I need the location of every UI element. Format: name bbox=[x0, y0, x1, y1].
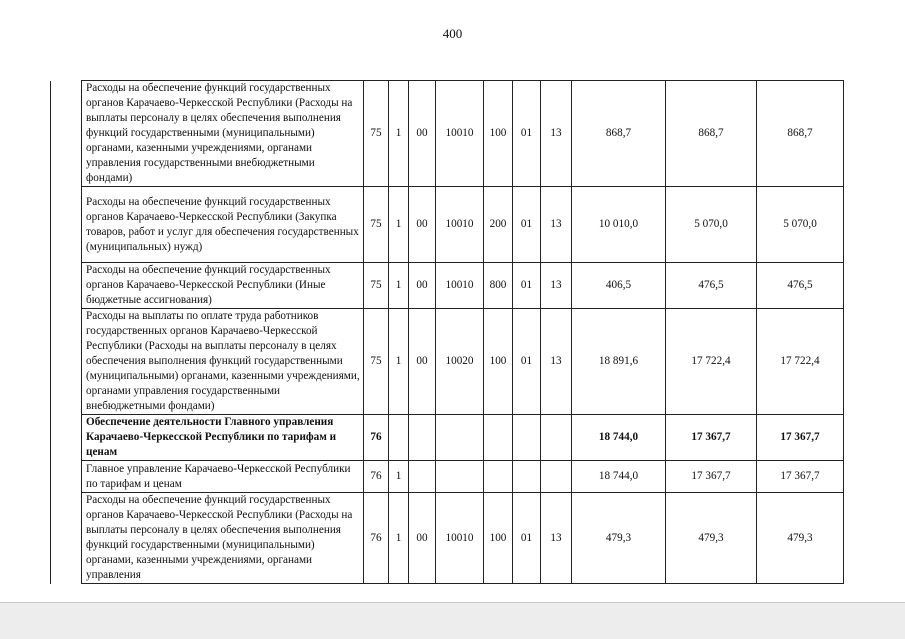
table-row bbox=[51, 493, 844, 584]
blank-cell bbox=[51, 187, 82, 263]
code-program: 1 bbox=[389, 493, 409, 584]
code-section: 01 bbox=[513, 309, 541, 415]
amount-3: 5 070,0 bbox=[757, 187, 844, 263]
code-expense-type bbox=[484, 461, 513, 493]
row-name: Расходы на выплаты по оплате труда работников государственных органов Карачаево-Черкесской Республики (Расходы на выплаты персоналу в целях обеспечения выполнения функций государственными (муниципальными) органами, казенными учреждениями, органами управления государственными внебюджетными фондами) bbox=[82, 309, 364, 415]
code-program: 1 bbox=[389, 263, 409, 309]
row-name: Главное управление Карачаево-Черкесской Республики по тарифам и ценам bbox=[82, 461, 364, 493]
code-direction bbox=[436, 461, 484, 493]
code-program bbox=[389, 415, 409, 461]
code-expense-type: 200 bbox=[484, 187, 513, 263]
code-admin: 76 bbox=[364, 493, 389, 584]
amount-3: 17 367,7 bbox=[757, 461, 844, 493]
scan-bottom-edge bbox=[0, 602, 905, 639]
code-direction: 10010 bbox=[436, 263, 484, 309]
amount-1: 18 744,0 bbox=[572, 461, 666, 493]
row-name: Обеспечение деятельности Главного управления Карачаево-Черкесской Республики по тарифам и ценам bbox=[82, 415, 364, 461]
code-program: 1 bbox=[389, 187, 409, 263]
amount-1: 868,7 bbox=[572, 81, 666, 187]
code-program: 1 bbox=[389, 81, 409, 187]
amount-2: 17 367,7 bbox=[666, 415, 757, 461]
code-subsection: 13 bbox=[541, 187, 572, 263]
code-admin: 75 bbox=[364, 309, 389, 415]
blank-cell bbox=[51, 263, 82, 309]
amount-3: 17 722,4 bbox=[757, 309, 844, 415]
code-expense-type: 100 bbox=[484, 81, 513, 187]
code-subsection: 13 bbox=[541, 309, 572, 415]
code-subsection bbox=[541, 461, 572, 493]
code-admin: 76 bbox=[364, 461, 389, 493]
amount-2: 17 722,4 bbox=[666, 309, 757, 415]
row-name: Расходы на обеспечение функций государственных органов Карачаево-Черкесской Республики (Расходы на выплаты персоналу в целях обеспечения выполнения функций государственными (муниципальными) органами, казенными учреждениями, органами управления государственными внебюджетными фондами) bbox=[82, 81, 364, 187]
code-direction: 10010 bbox=[436, 81, 484, 187]
code-section: 01 bbox=[513, 187, 541, 263]
table-row bbox=[51, 81, 844, 187]
table-row bbox=[51, 415, 844, 461]
code-subprogram bbox=[409, 461, 436, 493]
code-admin: 75 bbox=[364, 263, 389, 309]
amount-2: 17 367,7 bbox=[666, 461, 757, 493]
code-subprogram: 00 bbox=[409, 81, 436, 187]
code-subsection bbox=[541, 415, 572, 461]
code-direction: 10010 bbox=[436, 187, 484, 263]
amount-3: 17 367,7 bbox=[757, 415, 844, 461]
code-section: 01 bbox=[513, 263, 541, 309]
code-direction: 10010 bbox=[436, 493, 484, 584]
row-name: Расходы на обеспечение функций государственных органов Карачаево-Черкесской Республики (Закупка товаров, работ и услуг для обеспечения государственных (муниципальных) нужд) bbox=[82, 187, 364, 263]
amount-1: 18 744,0 bbox=[572, 415, 666, 461]
amount-1: 18 891,6 bbox=[572, 309, 666, 415]
amount-1: 10 010,0 bbox=[572, 187, 666, 263]
code-program: 1 bbox=[389, 309, 409, 415]
code-subsection: 13 bbox=[541, 81, 572, 187]
amount-3: 868,7 bbox=[757, 81, 844, 187]
code-subprogram: 00 bbox=[409, 309, 436, 415]
row-name: Расходы на обеспечение функций государственных органов Карачаево-Черкесской Республики (Расходы на выплаты персоналу в целях обеспечения выполнения функций государственными (муниципальными) органами, казенными учреждениями, органами управления bbox=[82, 493, 364, 584]
amount-2: 868,7 bbox=[666, 81, 757, 187]
blank-cell bbox=[51, 81, 82, 187]
amount-1: 406,5 bbox=[572, 263, 666, 309]
code-section bbox=[513, 461, 541, 493]
code-admin: 75 bbox=[364, 187, 389, 263]
row-name: Расходы на обеспечение функций государственных органов Карачаево-Черкесской Республики (Иные бюджетные ассигнования) bbox=[82, 263, 364, 309]
code-section: 01 bbox=[513, 493, 541, 584]
code-admin: 76 bbox=[364, 415, 389, 461]
code-subprogram: 00 bbox=[409, 493, 436, 584]
code-expense-type: 800 bbox=[484, 263, 513, 309]
blank-cell bbox=[51, 493, 82, 584]
code-program: 1 bbox=[389, 461, 409, 493]
code-subprogram: 00 bbox=[409, 263, 436, 309]
amount-2: 476,5 bbox=[666, 263, 757, 309]
amount-3: 479,3 bbox=[757, 493, 844, 584]
amount-1: 479,3 bbox=[572, 493, 666, 584]
code-subsection: 13 bbox=[541, 493, 572, 584]
code-admin: 75 bbox=[364, 81, 389, 187]
code-section bbox=[513, 415, 541, 461]
budget-table bbox=[50, 80, 844, 584]
code-subprogram bbox=[409, 415, 436, 461]
code-expense-type bbox=[484, 415, 513, 461]
table-row bbox=[51, 187, 844, 263]
blank-cell bbox=[51, 415, 82, 461]
table-row bbox=[51, 461, 844, 493]
code-direction bbox=[436, 415, 484, 461]
code-expense-type: 100 bbox=[484, 309, 513, 415]
blank-cell bbox=[51, 461, 82, 493]
amount-2: 5 070,0 bbox=[666, 187, 757, 263]
table-row bbox=[51, 309, 844, 415]
code-direction: 10020 bbox=[436, 309, 484, 415]
amount-2: 479,3 bbox=[666, 493, 757, 584]
code-subsection: 13 bbox=[541, 263, 572, 309]
table-row bbox=[51, 263, 844, 309]
code-expense-type: 100 bbox=[484, 493, 513, 584]
amount-3: 476,5 bbox=[757, 263, 844, 309]
page-number: 400 bbox=[442, 26, 463, 41]
blank-cell bbox=[51, 309, 82, 415]
code-section: 01 bbox=[513, 81, 541, 187]
code-subprogram: 00 bbox=[409, 187, 436, 263]
